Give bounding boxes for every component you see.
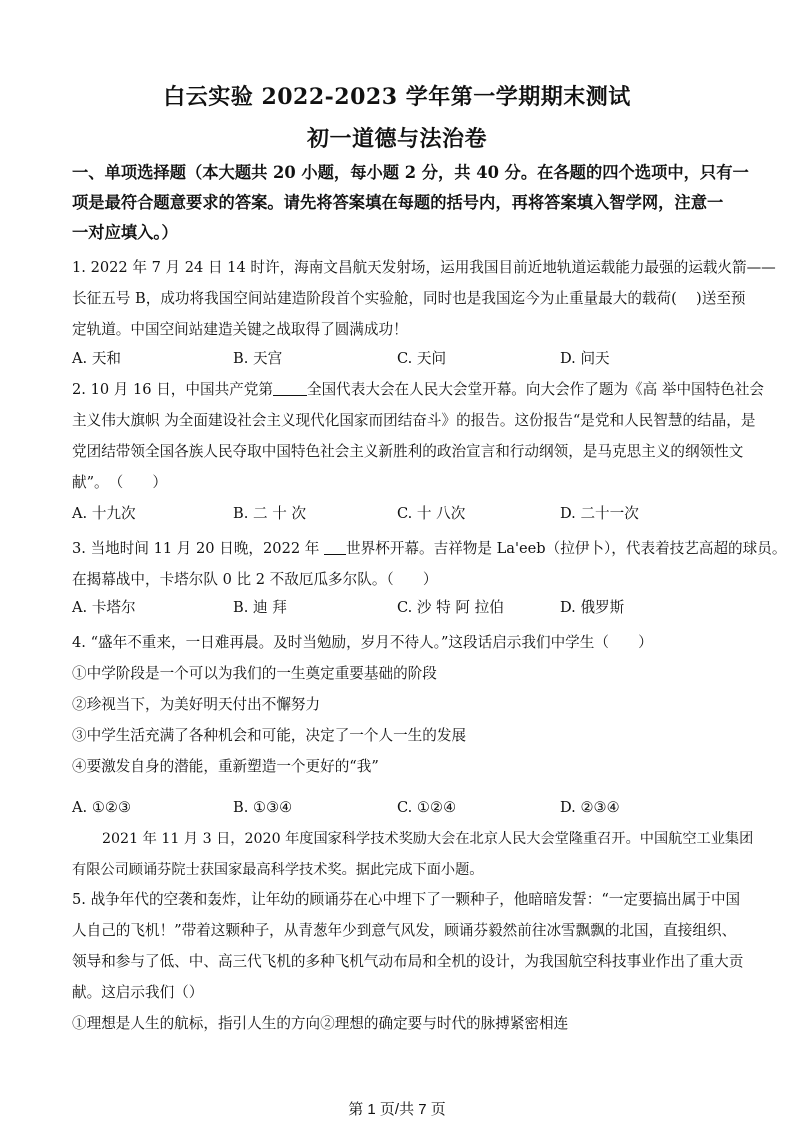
- page-number: 第 1 页/共 7 页: [348, 1101, 446, 1118]
- statement-line: ①理想是人生的航标，指引人生的方向②理想的确定要与时代的脉搏紧密相连: [72, 1015, 569, 1032]
- section-line: 项是最符合题意要求的答案。请先将答案填在每题的括号内，再将答案填入智学网，注意一: [72, 193, 724, 212]
- option-c[interactable]: C. ①②④: [397, 799, 457, 816]
- option-c[interactable]: C. 天问: [397, 350, 447, 367]
- question-1: [72, 252, 776, 345]
- option-d[interactable]: D. ②③④: [560, 799, 620, 816]
- question-line: 献”。 （ ）: [72, 474, 168, 491]
- option-d[interactable]: D. 二十一次: [560, 505, 639, 522]
- question-line: 主义伟大旗帜 为全面建设社会主义现代化国家而团结奋斗》的报告。这份报告“是党和人民智慧的结晶，是: [72, 412, 756, 429]
- section-line: 一对应填入。）: [72, 223, 178, 242]
- section-line: 一、单项选择题（本大题共 20 小题，每小题 2 分，共 40 分。在各题的四个选项中，只有一: [72, 163, 749, 182]
- question-line: 4. “盛年不重来，一日难再晨。及时当勉励，岁月不待人。”这段话启示我们中学生（ ）: [72, 634, 653, 651]
- exam-subtitle: 初一道德与法治卷: [306, 126, 487, 152]
- option-b[interactable]: B. 二 十 次: [233, 505, 307, 522]
- question-line: 5. 战争年代的空袭和轰炸，让年幼的顾诵芬在心中埋下了一颗种子，他暗暗发誓：“一定要搞出属于中国: [72, 891, 741, 908]
- question-text: 2. 10 月 16 日，中国共产党第: [72, 381, 273, 398]
- question-line: [72, 533, 787, 564]
- question-line: 在揭幕战中，卡塔尔队 0 比 2 不敌厄瓜多尔队。（ ）: [72, 571, 438, 588]
- question-line: 党团结带领全国各族人民夺取中国特色社会主义新胜利的政治宣言和行动纲领，是马克思主义的纲领性文: [72, 443, 744, 460]
- question-text: 全国代表大会在人民大会堂开幕。向大会作了题为《高 举中国特色社会: [306, 381, 765, 398]
- statement-3: ③中学生活充满了各种机会和可能，决定了一个人一生的发展: [72, 727, 467, 744]
- question-2-options: [72, 498, 732, 529]
- option-a[interactable]: A. ①②③: [72, 799, 132, 816]
- option-b[interactable]: B. 迪 拜: [233, 599, 287, 616]
- blank-line: [273, 381, 307, 396]
- question-line: 献。这启示我们（）: [72, 984, 204, 1001]
- material-line: 2021 年 11 月 3 日，2020 年度国家科学技术奖励大会在北京人民大会堂隆重召开。中国航空工业集团: [102, 831, 754, 847]
- option-a[interactable]: A. 天和: [72, 350, 122, 367]
- statement-1: ①中学阶段是一个可以为我们的一生奠定重要基础的阶段: [72, 665, 437, 682]
- option-d[interactable]: D. 问天: [560, 350, 610, 367]
- question-4: [72, 627, 732, 782]
- question-2: [72, 374, 765, 498]
- question-text: 3. 当地时间 11 月 20 日晚，2022 年: [72, 540, 325, 557]
- option-c[interactable]: C. 十 八次: [397, 505, 466, 522]
- question-line: 长征五号 B，成功将我国空间站建造阶段首个实验舱，同时也是我国迄今为止重量最大的载荷( )送至预: [72, 290, 746, 307]
- material-passage: [72, 824, 754, 886]
- material-line: 有限公司顾诵芬院士获国家最高科学技术奖。据此完成下面小题。: [72, 862, 484, 878]
- statement-4: ④要激发自身的潜能，重新塑造一个更好的“我”: [72, 758, 379, 775]
- option-d[interactable]: D. 俄罗斯: [560, 599, 625, 616]
- question-line: [72, 374, 765, 405]
- question-line: 1. 2022 年 7 月 24 日 14 时许，海南文昌航天发射场，运用我国目前近地轨道运载能力最强的运载火箭——: [72, 259, 776, 276]
- blank-line: [324, 540, 346, 555]
- option-c[interactable]: C. 沙 特 阿 拉伯: [397, 599, 504, 616]
- question-4-options: [72, 792, 732, 823]
- statement-2: ②珍视当下，为美好明天付出不懈努力: [72, 696, 321, 713]
- question-text: 世界杯开幕。吉祥物是 La'eeb（拉伊卜），代表着技艺高超的球员。: [346, 540, 787, 557]
- question-line: 领导和参与了低、中、高三代飞机的多种飞机气动布局和全机的设计，为我国航空科技事业作出了重大贡: [72, 953, 744, 970]
- question-3-options: [72, 592, 732, 623]
- question-3: [72, 533, 787, 595]
- option-a[interactable]: A. 卡塔尔: [72, 599, 136, 616]
- option-b[interactable]: B. ①③④: [233, 799, 293, 816]
- question-1-options: [72, 343, 732, 374]
- question-line: 人自己的飞机！”带着这颗种子，从青葱年少到意气风发，顾诵芬毅然前往冰雪飘飘的北国，直接组织、: [72, 922, 737, 939]
- question-line: 定轨道。中国空间站建造关键之战取得了圆满成功！: [72, 321, 408, 338]
- section-heading: [72, 158, 749, 248]
- question-5: [72, 884, 744, 1039]
- option-b[interactable]: B. 天宫: [233, 350, 283, 367]
- exam-title: 白云实验 2022-2023 学年第一学期期末测试: [163, 84, 631, 110]
- option-a[interactable]: A. 十九次: [72, 505, 136, 522]
